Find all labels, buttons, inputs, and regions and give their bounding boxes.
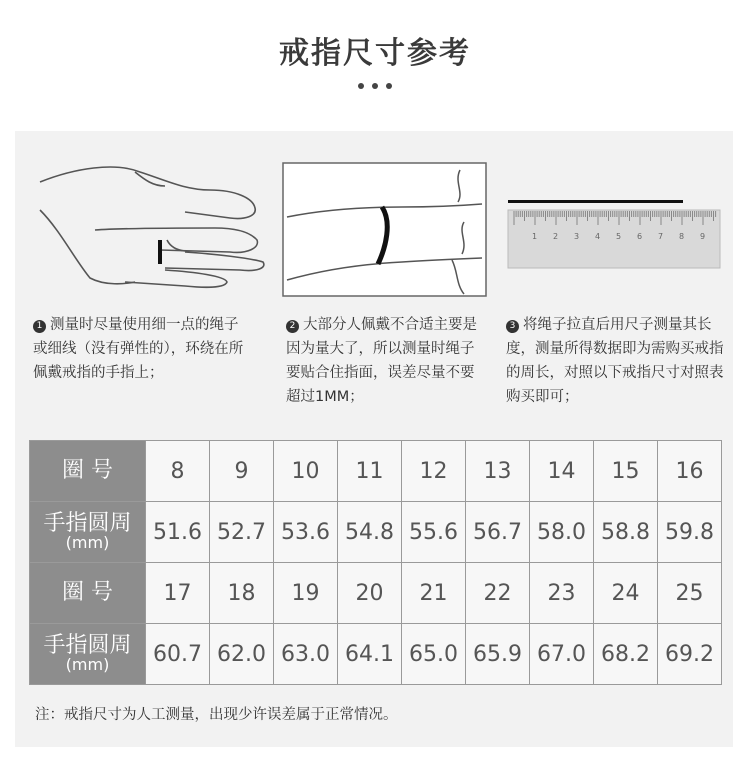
size-cell: 10: [274, 441, 338, 502]
circ-cell: 58.0: [530, 502, 594, 563]
circ-cell: 59.8: [658, 502, 722, 563]
hand-illustration: [35, 150, 275, 290]
title-dots: [0, 74, 750, 93]
circ-cell: 56.7: [466, 502, 530, 563]
size-cell: 19: [274, 563, 338, 624]
table-row: [30, 502, 722, 563]
circ-cell: 68.2: [594, 624, 658, 685]
circ-cell: 54.8: [338, 502, 402, 563]
circ-cell: 62.0: [210, 624, 274, 685]
size-cell: 25: [658, 563, 722, 624]
step-text: 将绳子拉直后用尺子测量其长度，测量所得数据即为需购买戒指的周长，对照以下戒指尺寸对照表购买即可；: [506, 317, 724, 405]
step-number: 3: [506, 320, 519, 333]
step-text: 测量时尽量使用细一点的绳子或细线（没有弹性的），环绕在所佩戴戒指的手指上；: [33, 317, 244, 381]
size-cell: 8: [146, 441, 210, 502]
circ-label-text: 手指圆周: [43, 633, 132, 658]
circ-cell: 55.6: [402, 502, 466, 563]
ruler-number: 5: [616, 232, 622, 241]
size-cell: 14: [530, 441, 594, 502]
size-cell: 11: [338, 441, 402, 502]
size-cell: 20: [338, 563, 402, 624]
circ-cell: 51.6: [146, 502, 210, 563]
step-2: [286, 313, 481, 409]
circumference-label: [30, 624, 146, 685]
size-cell: 15: [594, 441, 658, 502]
size-label: 圈 号: [30, 563, 146, 624]
circ-cell: 64.1: [338, 624, 402, 685]
circ-cell: 60.7: [146, 624, 210, 685]
size-cell: 24: [594, 563, 658, 624]
size-cell: 16: [658, 441, 722, 502]
ruler-illustration: [506, 198, 722, 270]
step-3: [506, 313, 728, 409]
ruler-number: 8: [679, 232, 685, 241]
ruler-number: 3: [574, 232, 580, 241]
page-title: 戒指尺寸参考: [279, 36, 471, 71]
circ-unit: (mm): [65, 655, 110, 674]
size-cell: 18: [210, 563, 274, 624]
circ-cell: 67.0: [530, 624, 594, 685]
ruler-number: 4: [595, 232, 601, 241]
circ-cell: 53.6: [274, 502, 338, 563]
step-text: 大部分人佩戴不合适主要是因为量大了，所以测量时绳子要贴合住指面，误差尽量不要超过1MM；: [286, 317, 477, 405]
size-label: 圈 号: [30, 441, 146, 502]
size-cell: 23: [530, 563, 594, 624]
size-cell: 13: [466, 441, 530, 502]
ruler-number: 6: [637, 232, 643, 241]
size-cell: 12: [402, 441, 466, 502]
footnote: 注：戒指尺寸为人工测量，出现少许误差属于正常情况。: [35, 707, 398, 723]
circ-unit: (mm): [65, 533, 110, 552]
circ-label-text: 手指圆周: [43, 511, 132, 536]
circumference-label: [30, 502, 146, 563]
circ-cell: 69.2: [658, 624, 722, 685]
ruler-number: 9: [700, 232, 706, 241]
step-1: [33, 313, 245, 385]
size-table: [29, 440, 722, 685]
step-number: 1: [33, 320, 46, 333]
circ-cell: 52.7: [210, 502, 274, 563]
finger-illustration: [282, 162, 487, 297]
table-row: [30, 624, 722, 685]
circ-cell: 65.9: [466, 624, 530, 685]
size-cell: 22: [466, 563, 530, 624]
step-number: 2: [286, 320, 299, 333]
circ-cell: 58.8: [594, 502, 658, 563]
size-cell: 9: [210, 441, 274, 502]
circ-cell: 65.0: [402, 624, 466, 685]
ruler-number: 2: [553, 232, 559, 241]
table-row: [30, 563, 722, 624]
ruler-number: 7: [658, 232, 664, 241]
circ-cell: 63.0: [274, 624, 338, 685]
table-row: [30, 441, 722, 502]
size-cell: 21: [402, 563, 466, 624]
ruler-number: 1: [532, 232, 538, 241]
size-cell: 17: [146, 563, 210, 624]
